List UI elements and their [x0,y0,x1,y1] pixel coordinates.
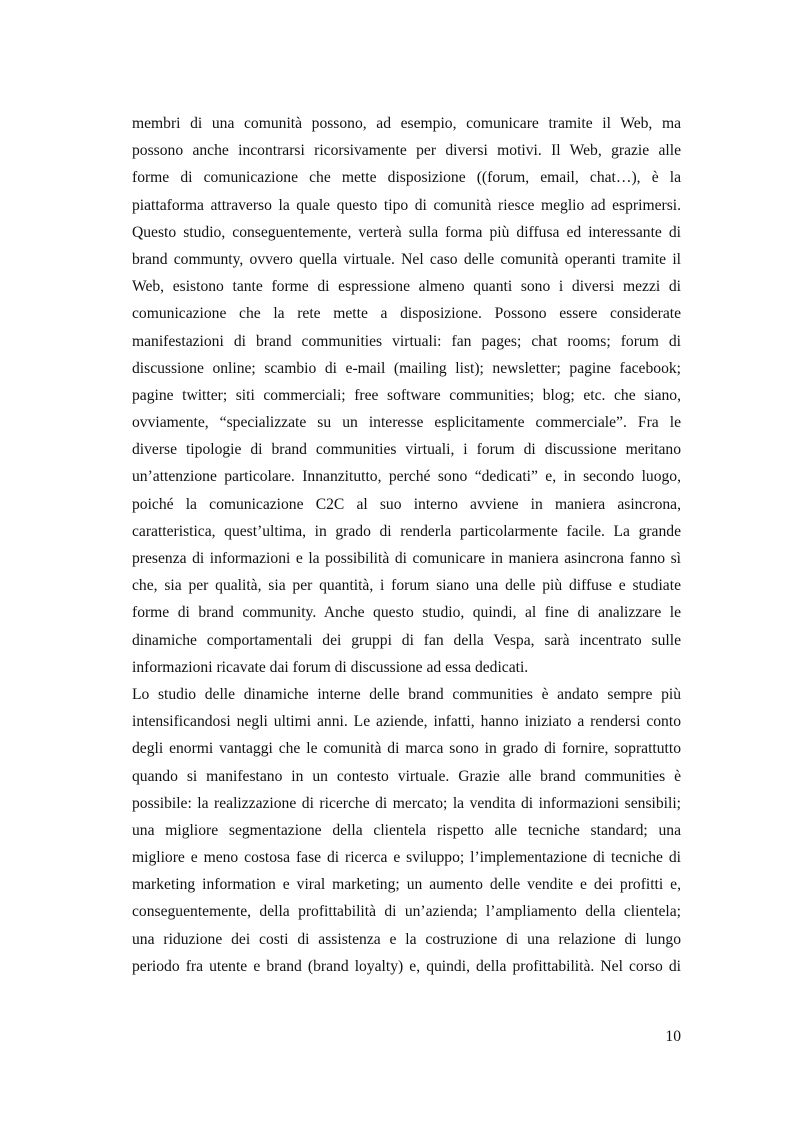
text-line: caratteristica, quest’ultima, in grado di renderla particolarmente facile. La grande [132,522,681,540]
text-line: migliore e meno costosa fase di ricerca e sviluppo; l’implementazione di tecniche di [132,849,681,867]
paragraph-2 [132,681,681,980]
text-line: poiché la comunicazione C2C al suo interno avviene in maniera asincrona, [132,495,681,513]
text-line: un’attenzione particolare. Innanzitutto, perché sono “dedicati” e, in secondo luogo, [132,468,681,486]
text-line: possono anche incontrarsi ricorsivamente per diversi motivi. Il Web, grazie alle [132,142,681,160]
text-line: diverse tipologie di brand communities virtuali, i forum di discussione meritano [132,441,681,459]
text-line: una riduzione dei costi di assistenza e la costruzione di una relazione di lungo [132,930,681,948]
text-line: manifestazioni di brand communities virtuali: fan pages; chat rooms; forum di [132,332,681,350]
text-line: che, sia per qualità, sia per quantità, i forum siano una delle più diffuse e studiate [132,577,681,595]
text-line: presenza di informazioni e la possibilità di comunicare in maniera asincrona fanno sì [132,550,681,567]
text-line: comunicazione che la rete mette a disposizione. Possono essere considerate [132,305,681,323]
text-line: quando si manifestano in un contesto virtuale. Grazie alle brand communities è [132,767,681,785]
text-line: Web, esistono tante forme di espressione almeno quanti sono i diversi mezzi di [132,278,681,296]
text-line: membri di una comunità possono, ad esempio, comunicare tramite il Web, ma [132,115,681,132]
text-line: Lo studio delle dinamiche interne delle brand communities è andato sempre più [132,685,681,703]
text-line: conseguentemente, della profittabilità di un’azienda; l’ampliamento della clientela; [132,903,681,921]
text-line: marketing information e viral marketing; un aumento delle vendite e dei profitti e, [132,876,681,894]
page-body [132,110,681,980]
text-line: Questo studio, conseguentemente, verterà sulla forma più diffusa ed interessante di [132,223,681,241]
text-line: possibile: la realizzazione di ricerche di mercato; la vendita di informazioni sensibili; [132,794,681,812]
text-line: pagine twitter; siti commerciali; free software communities; blog; etc. che siano, [132,386,681,404]
text-line: intensificandosi negli ultimi anni. Le aziende, infatti, hanno iniziato a rendersi conto [132,713,681,731]
text-line: dinamiche comportamentali dei gruppi di fan della Vespa, sarà incentrato sulle [132,631,681,649]
text-line: informazioni ricavate dai forum di discussione ad essa dedicati. [132,658,529,676]
text-line: una migliore segmentazione della clientela rispetto alle tecniche standard; una [132,821,681,839]
text-line: degli enormi vantaggi che le comunità di marca sono in grado di fornire, soprattutto [132,740,681,758]
text-line: discussione online; scambio di e-mail (mailing list); newsletter; pagine facebook; [132,359,681,377]
text-line: forme di comunicazione che mette disposizione ((forum, email, chat…), è la [132,169,681,187]
text-line: ovviamente, “specializzate su un interesse esplicitamente commerciale”. Fra le [132,414,681,432]
text-line: periodo fra utente e brand (brand loyalty) e, quindi, della profittabilità. Nel corso di [132,957,681,975]
text-line: brand communty, ovvero quella virtuale. Nel caso delle comunità operanti tramite il [132,250,681,268]
paragraph-1 [132,110,681,681]
text-line: piattaforma attraverso la quale questo tipo di comunità riesce meglio ad esprimersi. [132,196,681,214]
text-line: forme di brand community. Anche questo studio, quindi, al fine di analizzare le [132,604,681,622]
page-number: 10 [665,1028,681,1045]
